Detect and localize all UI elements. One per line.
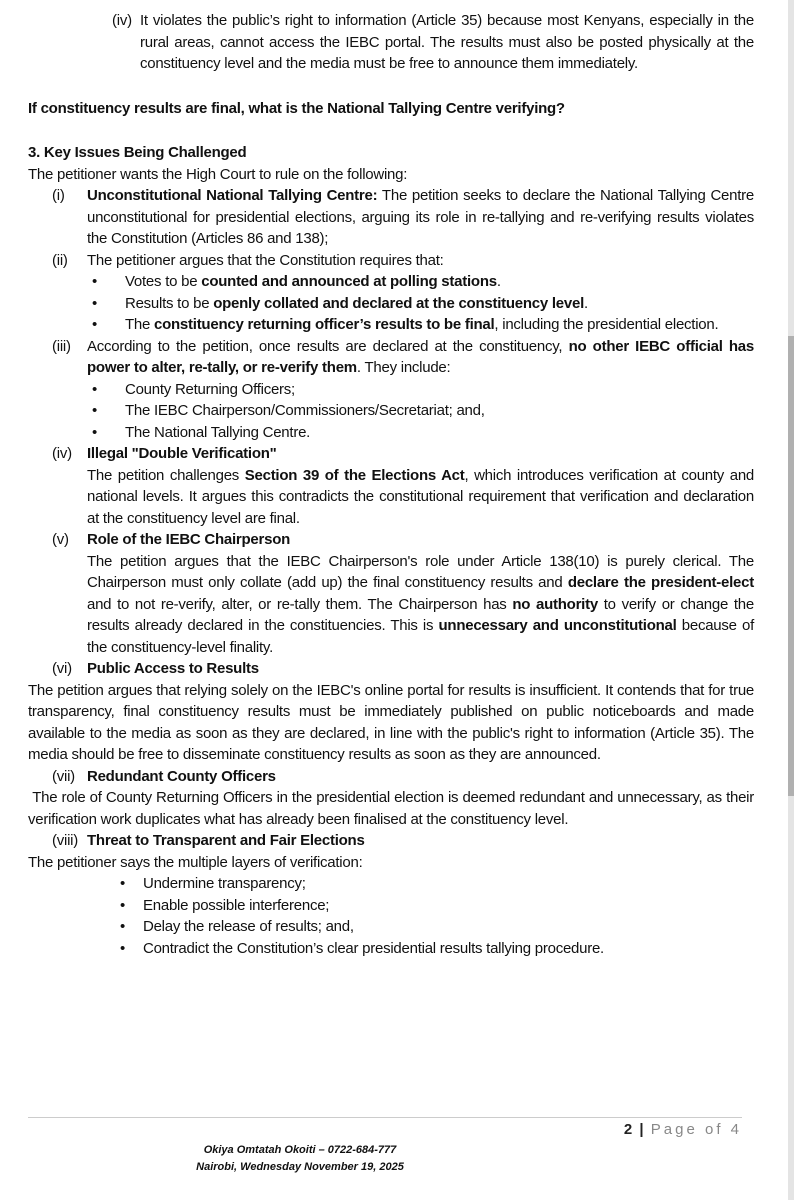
bullet-item bbox=[92, 271, 754, 293]
bullet-icon: • bbox=[92, 423, 98, 441]
bold-text: no other IEBC official has power to alter, re-tally, or re-verify them bbox=[87, 337, 754, 376]
paragraph bbox=[28, 787, 758, 830]
question bbox=[28, 98, 754, 120]
bullet-icon: • bbox=[120, 875, 126, 892]
bold-text: Illegal "Double Verification" bbox=[87, 445, 277, 462]
list-item bbox=[52, 766, 754, 788]
bullet-icon: • bbox=[92, 316, 98, 333]
text: The petition argues that the IEBC Chairperson's role under Article 138(10) is purely clerical. The Chairperson must only collate (add up) the final constituency results and bbox=[87, 552, 754, 591]
text: . bbox=[584, 294, 588, 312]
paragraph bbox=[87, 465, 754, 530]
bold-text: Section 39 of the Elections Act bbox=[244, 466, 465, 484]
page-separator: | bbox=[639, 1121, 644, 1138]
text: It violates the public’s right to information (Article 35) because most Kenyans, especially in the rural areas, cannot access the IEBC portal. The results must also be posted physically at the constituency level and the media must be free to announce them immediately. bbox=[140, 12, 754, 72]
bold-text: constituency returning officer’s results to be final bbox=[154, 316, 495, 333]
text: Undermine transparency; bbox=[143, 875, 306, 892]
list-label: (vii) bbox=[52, 767, 75, 785]
list-label: (viii) bbox=[52, 832, 78, 849]
text: The role of County Returning Officers in the presidential election is deemed redundant and unnecessary, as their verification work duplicates what has already been finalised at the constituency level. bbox=[28, 789, 758, 828]
text: Delay the release of results; and, bbox=[143, 918, 354, 935]
list-item bbox=[52, 443, 754, 465]
page-number-value: 2 bbox=[623, 1121, 633, 1138]
text: Enable possible interference; bbox=[143, 896, 330, 914]
bullet-icon: • bbox=[92, 273, 98, 290]
bold-text: counted and announced at polling stations bbox=[201, 273, 497, 290]
paragraph bbox=[28, 852, 754, 874]
list-label: (iv) bbox=[112, 12, 132, 29]
document-page bbox=[0, 10, 780, 959]
bold-text: Public Access to Results bbox=[87, 660, 259, 677]
footer-author: Okiya Omtatah Okoiti – 0722-684-777 bbox=[203, 1144, 397, 1156]
text: Contradict the Constitution’s clear presidential results tallying procedure. bbox=[143, 939, 604, 957]
bullet-icon: • bbox=[92, 294, 98, 312]
bold-text: Role of the IEBC Chairperson bbox=[87, 531, 291, 548]
list-label: (i) bbox=[52, 187, 65, 204]
text: The IEBC Chairperson/Commissioners/Secretariat; and, bbox=[125, 402, 485, 419]
bullet-item bbox=[92, 314, 754, 336]
list-item bbox=[52, 658, 754, 680]
text: County Returning Officers; bbox=[125, 380, 295, 398]
text: 3. Key Issues Being Challenged bbox=[28, 144, 247, 161]
text: . bbox=[496, 273, 501, 290]
list-item bbox=[52, 830, 754, 852]
list-item bbox=[52, 250, 754, 272]
section-heading bbox=[28, 142, 754, 164]
text: and to not re-verify, alter, or re-tally them. The Chairperson has bbox=[87, 574, 758, 613]
text: The petition seeks to declare the National Tallying Centre unconstitutional for presidential elections, arguing its role in re-tallying and re-verifying results violates the Constitution (Articles 86 and 138); bbox=[87, 187, 758, 247]
footer bbox=[150, 1142, 450, 1176]
text: because of the constituency-level finality. bbox=[87, 617, 758, 656]
paragraph bbox=[28, 164, 754, 186]
bold-text: Redundant County Officers bbox=[87, 767, 276, 785]
text: If constituency results are final, what is the National Tallying Centre verifying? bbox=[28, 99, 565, 117]
list-item bbox=[52, 529, 754, 551]
bullet-item bbox=[120, 895, 754, 917]
bold-text: unnecessary and unconstitutional bbox=[438, 617, 677, 634]
bullet-icon: • bbox=[120, 918, 126, 935]
scrollbar-thumb[interactable] bbox=[788, 336, 794, 796]
text: According to the petition, once results are declared at the constituency, bbox=[87, 337, 569, 355]
text: to verify or change the results already declared in the constituencies. This is bbox=[87, 595, 758, 634]
list-label: (v) bbox=[52, 531, 69, 548]
list-label: (ii) bbox=[52, 251, 68, 269]
bullet-item bbox=[120, 938, 754, 960]
bullet-item bbox=[92, 379, 754, 401]
footer-divider bbox=[28, 1117, 742, 1118]
paragraph bbox=[28, 680, 754, 766]
bold-text: Unconstitutional National Tallying Centre: bbox=[87, 187, 378, 204]
bullet-icon: • bbox=[120, 939, 126, 957]
text: The petition challenges bbox=[87, 466, 245, 484]
bullet-item bbox=[92, 422, 754, 444]
paragraph bbox=[87, 551, 758, 659]
bold-text: openly collated and declared at the constituency level bbox=[213, 294, 584, 312]
list-item bbox=[112, 10, 754, 75]
text: The bbox=[125, 316, 155, 333]
page-label: Page of 4 bbox=[650, 1121, 742, 1138]
list-item bbox=[52, 185, 758, 250]
text: , including the presidential election. bbox=[494, 316, 719, 333]
bullet-item bbox=[120, 916, 754, 938]
page-number bbox=[624, 1121, 742, 1138]
list-label: (iii) bbox=[52, 337, 71, 355]
bullet-item bbox=[92, 400, 754, 422]
list-label: (vi) bbox=[52, 660, 72, 677]
list-item bbox=[52, 336, 754, 379]
text: The petitioner wants the High Court to rule on the following: bbox=[28, 165, 408, 183]
text: The National Tallying Centre. bbox=[125, 423, 311, 441]
text: . They include: bbox=[356, 359, 451, 376]
bullet-icon: • bbox=[120, 896, 126, 914]
bullet-item bbox=[92, 293, 754, 315]
footer-date: Nairobi, Wednesday November 19, 2025 bbox=[196, 1161, 404, 1173]
bold-text: no authority bbox=[512, 595, 598, 613]
bold-text: declare the president-elect bbox=[567, 574, 754, 591]
bullet-icon: • bbox=[92, 402, 98, 419]
bold-text: Threat to Transparent and Fair Elections bbox=[87, 832, 365, 849]
text: The petitioner argues that the Constitution requires that: bbox=[87, 251, 444, 269]
text: Results to be bbox=[125, 294, 214, 312]
text: The petition argues that relying solely on the IEBC's online portal for results is insufficient. It contends that for true transparency, final constituency results must be immediately published on public noticeboards and made available to the media as soon as they are declared, in line with the public's right to information (Article 35). The media should be free to disseminate constituency results as soon as they are announced. bbox=[28, 681, 754, 763]
text: The petitioner says the multiple layers of verification: bbox=[28, 853, 363, 871]
list-label: (iv) bbox=[52, 445, 72, 462]
bullet-icon: • bbox=[92, 380, 98, 398]
text: , which introduces verification at county and national levels. It argues this contradicts the constitutional requirement that verification and declaration at the constituency level are final. bbox=[87, 466, 755, 527]
bullet-item bbox=[120, 873, 754, 895]
text: Votes to be bbox=[125, 273, 202, 290]
